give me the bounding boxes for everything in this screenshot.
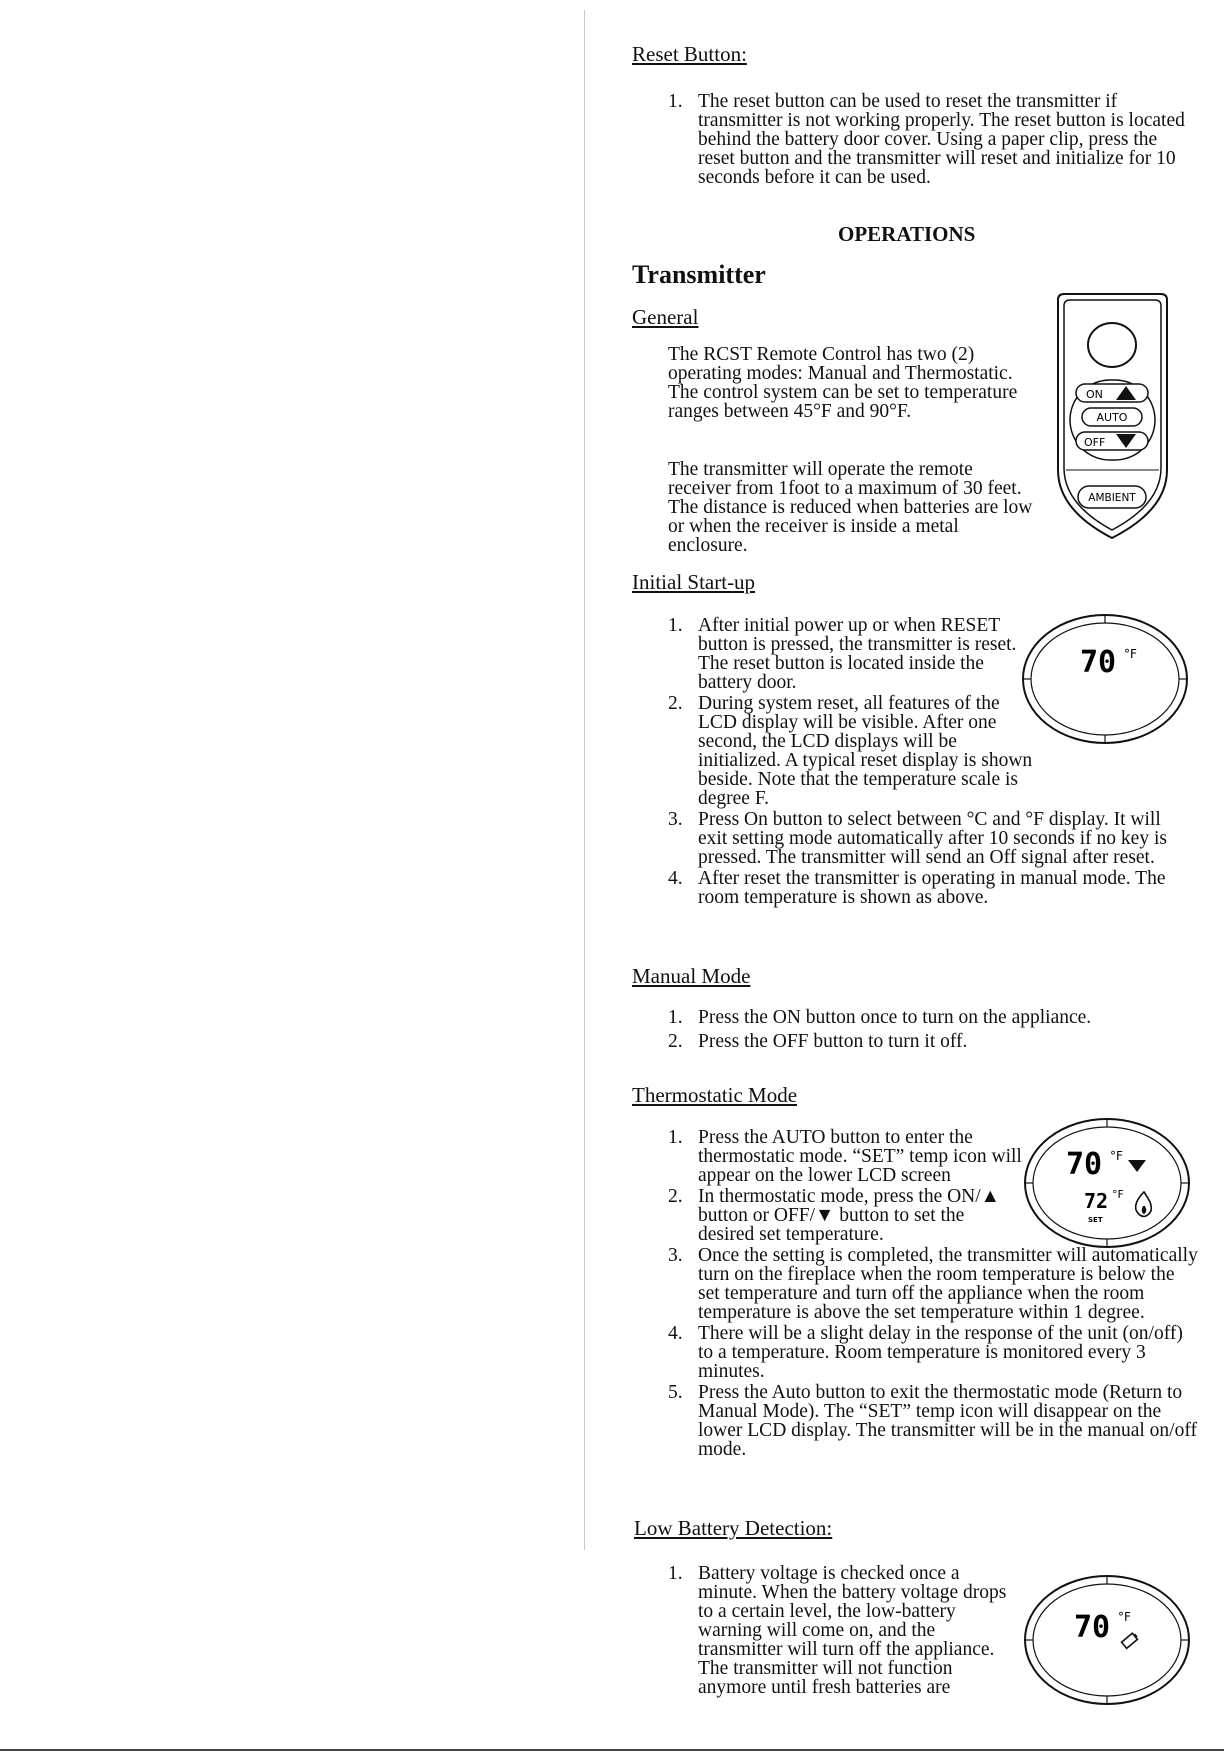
- reset-heading: Reset Button:: [632, 42, 747, 66]
- operations-title: OPERATIONS: [838, 222, 976, 246]
- lcd-temperature: 70: [1074, 1610, 1111, 1645]
- list-item: 2. Press the OFF button to turn it off.: [668, 1031, 968, 1052]
- list-item: 3. Press On button to select between °C and °F display. It will exit setting mode automatically after 10 seconds if no key is pressed. The transmitter will send an Off signal after reset.: [668, 809, 1167, 868]
- list-item: 1. The reset button can be used to reset the transmitter if transmitter is not working properly. The reset button is located behind the battery door cover. Using a paper clip, press the reset button and the transmitter will reset and initialize for 10 seconds before it can be used.: [668, 91, 1185, 188]
- on-label: ON: [1086, 388, 1103, 401]
- battery-list: [668, 1564, 1013, 1697]
- startup-heading: Initial Start-up: [632, 570, 756, 594]
- lcd-unit: °F: [1124, 647, 1137, 661]
- transmitter-title: Transmitter: [632, 260, 766, 289]
- lcd-temperature: 70: [1080, 645, 1117, 680]
- list-item: 1. After initial power up or when RESET button is pressed, the transmitter is reset. The reset button is located inside the battery door.: [668, 615, 1017, 693]
- auto-label: AUTO: [1096, 411, 1128, 424]
- reset-list: [668, 92, 1192, 187]
- ambient-label: AMBIENT: [1088, 492, 1136, 504]
- list-item: 1. Press the AUTO button to enter the thermostatic mode. “SET” temp icon will appear on the lower LCD screen: [668, 1127, 1022, 1186]
- flame-icon: [1136, 1192, 1152, 1216]
- remote-control-illustration: [1050, 290, 1175, 545]
- battery-icon: [1122, 1632, 1139, 1648]
- list-item: 3. Once the setting is completed, the transmitter will automatically turn on the fireplace when the room temperature is below the set temperature and turn off the appliance when the room temperature is above the set temperature within 1 degree.: [668, 1245, 1198, 1323]
- lcd-set-unit: °F: [1112, 1188, 1124, 1201]
- lcd-display-thermostatic: [1022, 1116, 1192, 1251]
- column-divider: [584, 10, 585, 1550]
- list-item: 2. In thermostatic mode, press the ON/▲ button or OFF/▼ button to set the desired set temperature.: [668, 1186, 1000, 1245]
- general-paragraph-1: The RCST Remote Control has two (2) operating modes: Manual and Thermostatic. The control system can be set to temperature ranges between 45°F and 90°F.: [668, 344, 1018, 422]
- lcd-display-low-battery: [1022, 1573, 1192, 1708]
- list-item: 1. Battery voltage is checked once a minute. When the battery voltage drops to a certain level, the low-battery warning will come on, and the transmitter will turn off the appliance. The transmitter will not function anymore until fresh batteries are: [668, 1563, 1007, 1698]
- manual-heading: Manual Mode: [632, 964, 751, 988]
- page-bottom-edge: [0, 1749, 1224, 1751]
- general-heading: General: [632, 305, 699, 329]
- lcd-unit: °F: [1118, 1610, 1131, 1624]
- lcd-temperature: 70: [1066, 1147, 1103, 1182]
- list-item: 1. Press the ON button once to turn on the appliance.: [668, 1007, 1092, 1028]
- general-paragraph-2: The transmitter will operate the remote receiver from 1foot to a maximum of 30 feet. The distance is reduced when batteries are low or when the receiver is inside a metal enclosure.: [668, 459, 1033, 556]
- lcd-set-temperature: 72: [1084, 1189, 1109, 1213]
- lcd-set-label: SET: [1088, 1216, 1103, 1224]
- lcd-unit: °F: [1110, 1149, 1123, 1163]
- lcd-display-reset: [1020, 612, 1190, 747]
- list-item: 5. Press the Auto button to exit the thermostatic mode (Return to Manual Mode). The “SET” temp icon will disappear on the lower LCD display. The transmitter will be in the manual on/off mode.: [668, 1382, 1197, 1460]
- thermostatic-heading: Thermostatic Mode: [632, 1083, 798, 1107]
- list-item: 2. During system reset, all features of the LCD display will be visible. After one second, the LCD displays will be initialized. A typical reset display is shown beside. Note that the temperature scale is degree F.: [668, 693, 1033, 809]
- off-label: OFF: [1084, 436, 1106, 449]
- list-item: 4. There will be a slight delay in the response of the unit (on/off) to a temperature. Room temperature is monitored every 3 minutes.: [668, 1323, 1183, 1382]
- battery-heading: Low Battery Detection:: [634, 1516, 833, 1540]
- manual-list: [668, 1008, 1188, 1051]
- down-arrow-icon: [1128, 1160, 1146, 1172]
- list-item: 4. After reset the transmitter is operating in manual mode. The room temperature is shown as above.: [668, 868, 1166, 908]
